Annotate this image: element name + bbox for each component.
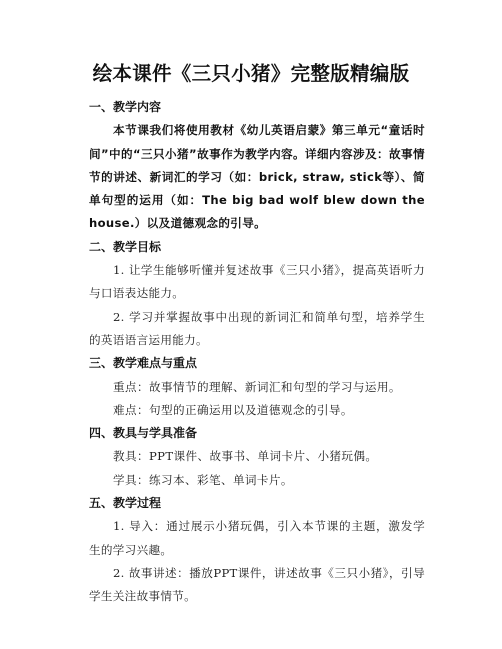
section-paragraph: 本节课我们将使用教材《幼儿英语启蒙》第三单元“童话时间”中的“三只小猪”故事作为教学内容。详细内容涉及：故事情节的讲述、新词汇的学习（如：brick, straw, stick等）、简单句型的运用（如：The big bad wolf blew down the house.）以及道德观念的引导。 xyxy=(89,123,425,231)
section-paragraph: 1. 导入：通过展示小猪玩偶，引入本节课的主题，激发学生的学习兴趣。 xyxy=(89,519,425,557)
document-title: 绘本课件《三只小猪》完整版精编版 xyxy=(92,62,410,85)
section-heading-key-points: 三、教学难点与重点 xyxy=(89,356,198,371)
section-paragraph: 难点：句型的正确运用以及道德观念的引导。 xyxy=(113,402,353,417)
section-paragraph: 2. 故事讲述：播放PPT课件，讲述故事《三只小猪》，引导学生关注故事情节。 xyxy=(89,565,425,604)
section-heading-content: 一、教学内容 xyxy=(89,100,162,114)
section-paragraph: 教具：PPT课件、故事书、单词卡片、小猪玩偶。 xyxy=(113,449,378,464)
section-paragraph: 1. 让学生能够听懂并复述故事《三只小猪》，提高英语听力与口语表达能力。 xyxy=(89,263,425,301)
section-heading-materials: 四、教具与学具准备 xyxy=(89,426,198,441)
document-body xyxy=(89,96,425,609)
section-paragraph: 2. 学习并掌握故事中出现的新词汇和简单句型，培养学生的英语语言运用能力。 xyxy=(89,309,425,347)
section-heading-objectives: 二、教学目标 xyxy=(89,239,162,254)
section-paragraph: 学具：练习本、彩笔、单词卡片。 xyxy=(113,472,293,487)
section-heading-process: 五、教学过程 xyxy=(89,496,162,511)
section-paragraph: 重点：故事情节的理解、新词汇和句型的学习与运用。 xyxy=(113,379,401,394)
